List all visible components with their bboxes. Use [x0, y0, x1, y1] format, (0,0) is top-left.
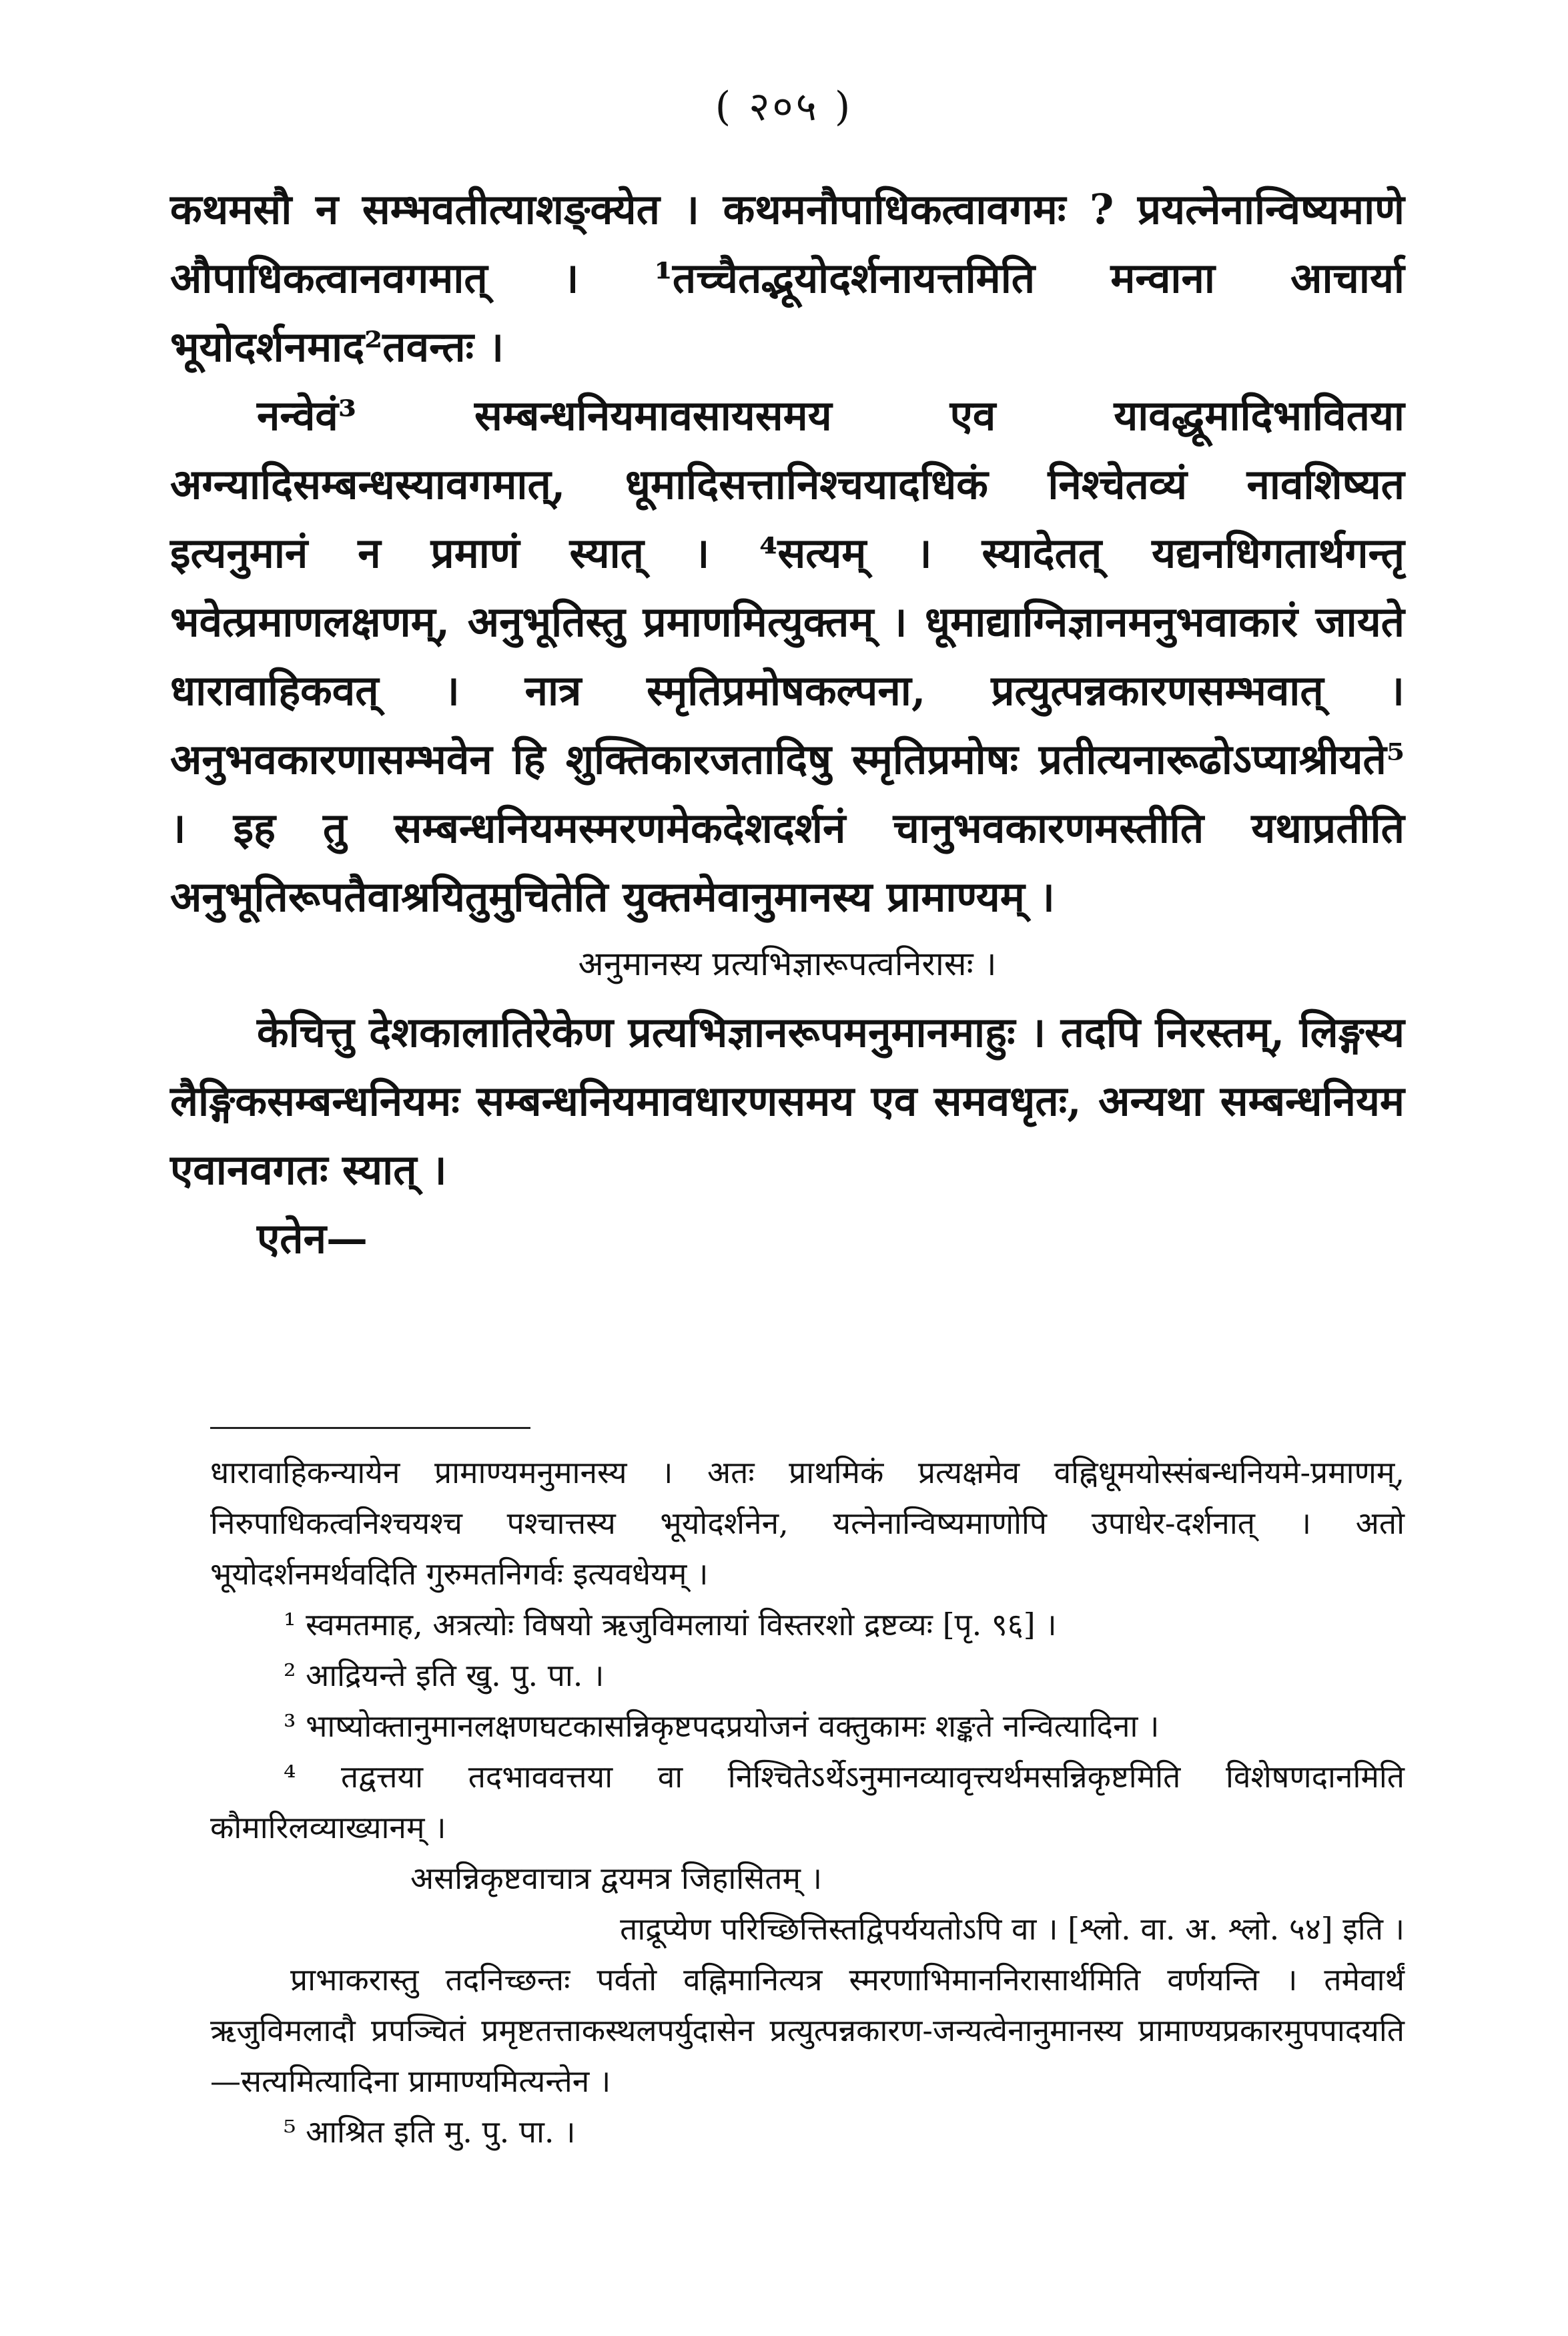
footnote-paragraph: प्राभाकरास्तु तदनिच्छन्तः पर्वतो वह्निमानित्यत्र स्मरणाभिमाननिरासार्थमिति वर्णयन्ति । तमेवार्थं ऋजुविमलादौ प्रपञ्चितं प्रमृष्टतत्ताकस्थलपर्युदासेन प्रत्युत्पन्नकारण-जन्यत्वेनानुमानस्य प्रामाण्यप्रकारमुपपादयति—सत्यमित्यादिना प्रामाण्यमित्यन्तेन ।	[210, 1962, 1405, 2099]
main-paragraph-3: केचित्तु देशकालातिरेकेण प्रत्यभिज्ञानरूपमनुमानमाहुः । तदपि निरस्तम्, लिङ्गस्य लैङ्गिकसम्बन्धनियमः सम्बन्धनियमावधारणसमय एव समवधृतः, अन्यथा सम्बन्धनियम एवानवगतः स्यात् ।	[170, 1008, 1405, 1194]
footnote-5: ⁵ आश्रित इति मु. पु. पा. ।	[284, 2114, 576, 2150]
main-text-block	[170, 175, 1405, 1273]
footnote-divider	[210, 1427, 530, 1429]
footnotes-block	[210, 1447, 1405, 2157]
page-number: ( २०५ )	[715, 83, 853, 130]
main-paragraph-2: नन्वेवं³ सम्बन्धनियमावसायसमय एव यावद्धूमादिभावितया अग्न्यादिसम्बन्धस्यावगमात्, धूमादिसत्तानिश्चयादधिकं निश्चेतव्यं नावशिष्यत इत्यनुमानं न प्रमाणं स्यात् । ⁴सत्यम् । स्यादेतत् यद्यनधिगतार्थगन्तृ भवेत्प्रमाणलक्षणम्, अनुभूतिस्तु प्रमाणमित्युक्तम् । धूमाद्याग्निज्ञानमनुभवाकारं जायते धारावाहिकवत् । नात्र स्मृतिप्रमोषकल्पना, प्रत्युत्पन्नकारणसम्भवात् । अनुभवकारणासम्भवेन हि शुक्तिकारजतादिषु स्मृतिप्रमोषः प्रतीत्यनारूढोऽप्याश्रीयते⁵ । इह तु सम्बन्धनियमस्मरणमेकदेशदर्शनं चानुभवकारणमस्तीति यथाप्रतीति अनुभूतिरूपतैवाश्रयितुमुचितेति युक्तमेवानुमानस्य प्रामाण्यम् ।	[170, 391, 1405, 921]
footnote-verse-1: असन्निकृष्टवाचात्र द्वयमत्र जिहासितम् ।	[410, 1860, 823, 1896]
footnote-1: ¹ स्वमतमाह, अत्रत्योः विषयो ऋजुविमलायां विस्तरशो द्रष्टव्यः [पृ. ९६] ।	[284, 1607, 1057, 1643]
footnote-2: ² आद्रियन्ते इति खु. पु. पा. ।	[284, 1657, 605, 1693]
footnote-3: ³ भाष्योक्तानुमानलक्षणघटकासन्निकृष्टपदप्रयोजनं वक्तुकामः शङ्कते नन्वित्यादिना ।	[284, 1708, 1160, 1744]
main-paragraph-4: एतेन—	[257, 1214, 368, 1263]
main-paragraph-1: कथमसौ न सम्भवतीत्याशङ्क्येत । कथमनौपाधिकत्वावगमः ? प्रयत्नेनान्विष्यमाणे औपाधिकत्वानवगमात् । ¹तच्चैतद्भूयोदर्शनायत्तमिति मन्वाना आचार्या भूयोदर्शनमाद²तवन्तः ।	[170, 185, 1405, 371]
footnote-4: ⁴ तद्वत्तया तदभाववत्तया वा निश्चितेऽर्थेऽनुमानव्यावृत्त्यर्थमसन्निकृष्टमिति विशेषणदानमिति कौमारिलव्याख्यानम् ।	[210, 1759, 1405, 1845]
footnote-continuation: धारावाहिकन्यायेन प्रामाण्यमनुमानस्य । अतः प्राथमिकं प्रत्यक्षमेव वह्निधूमयोस्संबन्धनियमे-प्रमाणम्, निरुपाधिकत्वनिश्चयश्च पश्चात्तस्य भूयोदर्शनेन, यत्नेनान्विष्यमाणोपि उपाधेर-दर्शनात् । अतो भूयोदर्शनमर्थवदिति गुरुमतनिगर्वः इत्यवधेयम् ।	[210, 1454, 1405, 1592]
footnote-verse-2: ताद्रूप्येण परिच्छित्तिस्तद्विपर्ययतोऽपि वा । [श्लो. वा. अ. श्लो. ५४] इति ।	[620, 1911, 1405, 1947]
section-subheading: अनुमानस्य प्रत्यभिज्ञारूपत्वनिरासः ।	[578, 944, 997, 983]
